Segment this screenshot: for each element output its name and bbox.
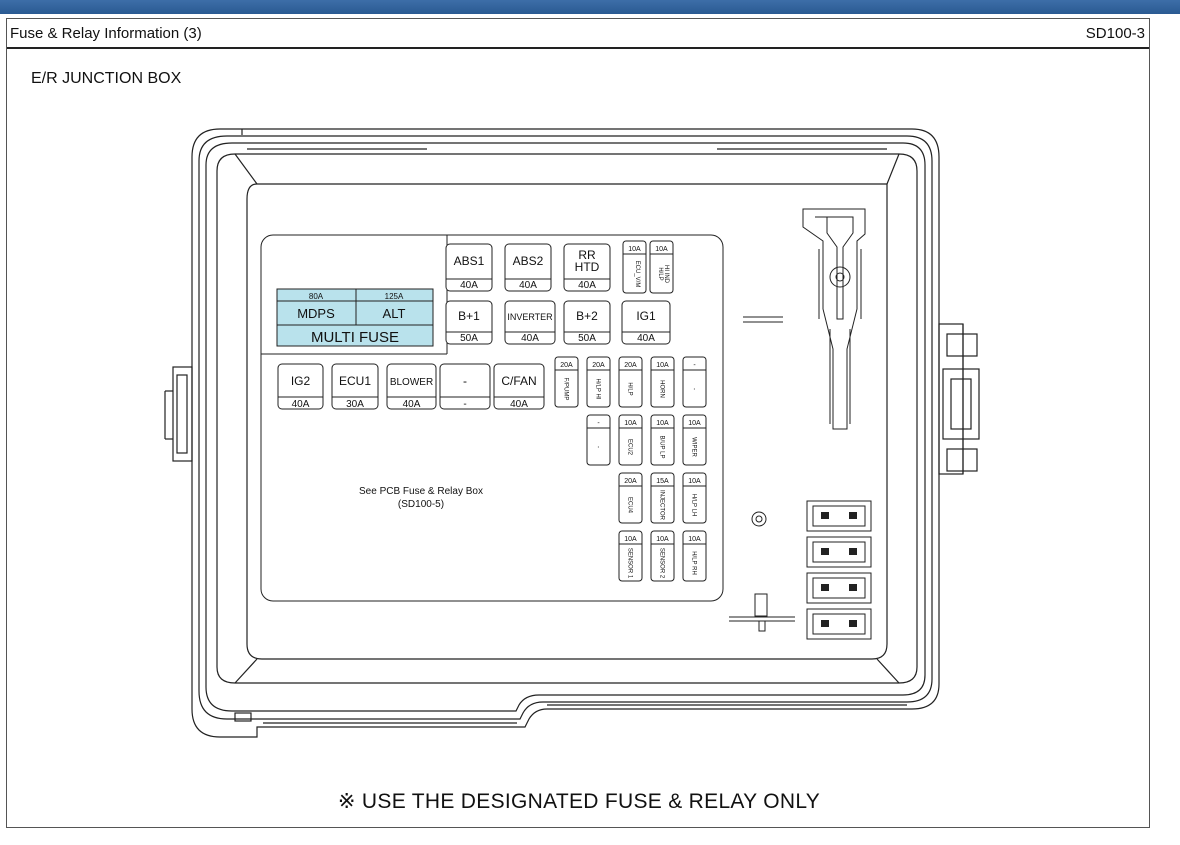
mini-fuse-name: - [690, 388, 697, 390]
fuse-name: ABS2 [512, 254, 544, 268]
pcb-note-line1: See PCB Fuse & Relay Box [359, 486, 483, 497]
fuse-ig2 [278, 364, 323, 410]
mini-fuse-rating: 20A [624, 362, 637, 369]
fuse-name: IG2 [290, 374, 311, 388]
fuse-name: B+2 [576, 309, 598, 323]
multi-fuse-name: MDPS [297, 306, 335, 321]
mini-fuse-rating: 10A [688, 478, 701, 485]
fuse-rating: 40A [578, 280, 596, 291]
mini-fuse [683, 531, 706, 581]
fuse-rating: 40A [519, 280, 537, 291]
mini-fuse [587, 415, 610, 465]
mini-fuse-name: H/LP HI [594, 378, 601, 400]
relay-pin [821, 584, 829, 591]
fuse-b2 [564, 301, 610, 344]
mini-fuse [651, 357, 674, 407]
mini-fuse [587, 357, 610, 407]
mini-fuse-rating: 20A [560, 362, 573, 369]
mini-fuse-name: ECU4 [626, 496, 633, 514]
mini-fuse-rating: 20A [624, 478, 637, 485]
footer-warning: ※ USE THE DESIGNATED FUSE & RELAY ONLY [337, 790, 821, 813]
fuse-name: INVERTER [507, 312, 553, 322]
housing-outline [165, 129, 979, 737]
fuse-rating: 50A [460, 333, 478, 344]
mini-fuse-name: H/LP LH [690, 493, 697, 517]
fuse-puller-tool [743, 209, 865, 429]
fuse-rating: 40A [521, 333, 539, 344]
fuse-spare [440, 364, 490, 410]
mini-fuse [555, 357, 578, 407]
mini-fuse-name: F/PUMP [562, 377, 569, 401]
fuse-inverter [505, 301, 555, 344]
mini-fuse [619, 531, 642, 581]
ground-bolt [752, 512, 766, 526]
fuse-abs2 [505, 244, 551, 291]
top-bar [0, 0, 1180, 14]
page-title: Fuse & Relay Information (3) [10, 25, 202, 42]
fuse-name-line2: HTD [574, 260, 600, 274]
multi-fuse-label: MULTI FUSE [310, 329, 400, 346]
relay-pin [849, 548, 857, 555]
fuse-name-line1: H/LP [657, 267, 663, 281]
mini-fuse [683, 473, 706, 523]
mini-fuse [683, 415, 706, 465]
relay-pin [849, 584, 857, 591]
relay-pin [821, 548, 829, 555]
mini-fuse [619, 415, 642, 465]
mini-fuse-name: WIPER [690, 437, 697, 457]
page-frame [6, 18, 1150, 828]
fuse-cfan [494, 364, 544, 410]
mini-fuse-rating: 10A [688, 420, 701, 427]
mini-fuse-rating: 15A [656, 478, 669, 485]
relay-pin [849, 512, 857, 519]
fuse-name: IG1 [636, 309, 656, 323]
fuse-name: - [463, 374, 467, 388]
mini-fuse-name: H/LP RH [690, 551, 697, 575]
fuse-b1 [446, 301, 492, 344]
fuse-ecu1 [332, 364, 378, 410]
relay-stack [807, 501, 871, 639]
mini-fuse-rating: 20A [592, 362, 605, 369]
mini-fuse [651, 531, 674, 581]
fuse-rating: 40A [460, 280, 478, 291]
fuse-ecu-vm [623, 241, 646, 293]
mini-fuse [651, 473, 674, 523]
fuse-abs1 [446, 244, 492, 291]
fuse-rr-htd [564, 244, 610, 291]
fuse-name: ECU1 [338, 374, 372, 388]
fuse-rating: - [463, 399, 467, 410]
multi-fuse-name: ALT [382, 306, 406, 321]
multi-fuse-rating: 80A [308, 292, 324, 301]
mini-fuse-rating: 10A [656, 536, 669, 543]
fuse-name: ECU_V/M [634, 260, 640, 288]
fuse-hlp-hi-ind [650, 241, 673, 293]
fuse-name: ABS1 [453, 254, 485, 268]
mini-fuse-rating: 10A [688, 536, 701, 543]
mini-fuse-rating: 10A [656, 420, 669, 427]
row-fuse-group [278, 364, 544, 410]
relay-socket [807, 537, 871, 567]
mini-fuse-rating: 10A [624, 536, 637, 543]
page-code: SD100-3 [1085, 25, 1145, 42]
mini-fuse-name: B/UP LP [658, 435, 665, 459]
fuse-rating: 30A [346, 399, 364, 410]
relay-pin [821, 620, 829, 627]
multi-fuse-rating: 125A [384, 292, 404, 301]
fuse-rating: 40A [510, 399, 528, 410]
mini-fuse-name: - [594, 446, 601, 448]
fuse-rating: 40A [637, 333, 655, 344]
relay-socket [807, 609, 871, 639]
mini-fuse-name: SENSOR 1 [626, 547, 633, 579]
relay-pin [821, 512, 829, 519]
relay-pin [849, 620, 857, 627]
mini-fuse-rating: - [597, 420, 600, 427]
mini-fuse-name: SENSOR 2 [658, 547, 665, 579]
mini-fuse-name: ECU2 [626, 438, 633, 456]
fuse-rating: 50A [578, 333, 596, 344]
multi-fuse-block [277, 289, 433, 346]
mini-fuse-rating: - [693, 362, 696, 369]
fuse-blower [387, 364, 436, 410]
fuse-name: BLOWER [389, 377, 434, 388]
section-title: E/R JUNCTION BOX [31, 70, 182, 87]
relay-socket [807, 501, 871, 531]
fuse-rating: 40A [291, 399, 310, 410]
fuse-rating: 10A [655, 246, 668, 253]
fuse-rating: 10A [628, 246, 641, 253]
fuse-name-line2: HI IND [663, 265, 669, 283]
relay-socket [807, 573, 871, 603]
mini-fuse-grid [555, 357, 706, 581]
mini-fuse [619, 357, 642, 407]
connector-stub [729, 594, 795, 631]
pcb-note-line2: (SD100-5) [397, 499, 445, 510]
mini-fuse-rating: 10A [624, 420, 637, 427]
fuse-name: B+1 [458, 309, 480, 323]
mini-fuse-rating: 10A [656, 362, 669, 369]
fuse-name: C/FAN [501, 374, 537, 388]
mini-fuse [683, 357, 706, 407]
fuse-ig1 [622, 301, 670, 344]
mini-fuse [651, 415, 674, 465]
mini-fuse-name: HORN [658, 380, 665, 398]
top-fuse-group [446, 241, 673, 344]
fuse-rating: 40A [402, 399, 421, 410]
mini-fuse-name: H/LP [626, 382, 633, 396]
mini-fuse [619, 473, 642, 523]
junction-box-diagram [7, 19, 1151, 779]
mini-fuse-name: INJECTOR [658, 490, 665, 520]
fuse-name-line1: RR [578, 248, 596, 262]
